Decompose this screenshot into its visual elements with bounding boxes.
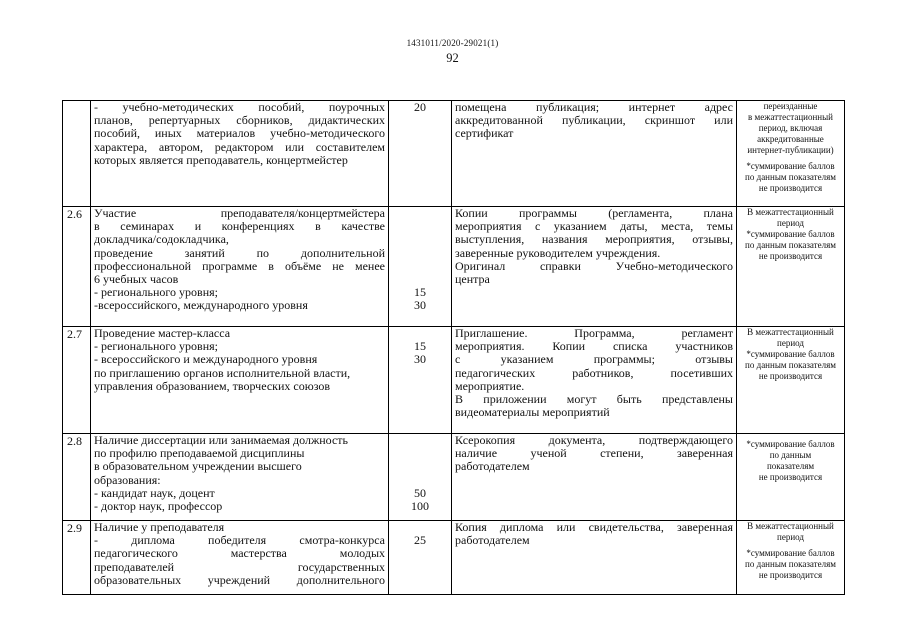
- description-line: планов, репертуарных сборников, дидактических: [94, 113, 385, 128]
- note-line: *суммирование баллов: [746, 439, 835, 449]
- note-line: не производится: [758, 570, 823, 580]
- note-line: В межаттестационный: [747, 327, 834, 337]
- description-line: Наличие диссертации или занимаемая должность: [94, 433, 349, 447]
- documents-line: наличие ученой степени, заверенная: [455, 446, 733, 461]
- note-line: период, включая: [758, 123, 823, 133]
- documents-line: работодателем: [455, 533, 530, 548]
- confirming-documents: [452, 101, 737, 207]
- page-number: 92: [446, 51, 459, 65]
- documents-line: сертификат: [455, 126, 514, 141]
- documents-line: Приглашение. Программа, регламент: [455, 326, 733, 340]
- description-line: по приглашению органов исполнительной власти,: [94, 365, 351, 380]
- confirming-documents: [452, 327, 737, 434]
- score-spacer: [392, 233, 448, 246]
- item-number: 2.8: [63, 434, 91, 521]
- note-line: *суммирование баллов: [746, 161, 835, 171]
- score-spacer: [392, 207, 448, 220]
- documents-line: мероприятия с указанием даты, места, темы: [455, 219, 733, 234]
- table-row: [63, 327, 845, 434]
- note-cell: [737, 101, 845, 207]
- description-line: проведение занятий по дополнительной: [94, 245, 385, 260]
- score-spacer: [392, 434, 448, 447]
- note-line: период: [777, 532, 804, 542]
- description-line: - кандидат наук, доцент: [94, 485, 215, 500]
- item-number: [63, 101, 91, 207]
- document-number: 1431011/2020-29021(1): [406, 38, 499, 48]
- description-line: в образовательном учреждении высшего: [94, 459, 302, 474]
- score-spacer: [392, 460, 448, 473]
- confirming-documents: [452, 434, 737, 521]
- description-line: профессиональной программе в объёме не менее: [94, 258, 385, 273]
- description-line: которых является преподаватель, концертмейстер: [94, 152, 348, 167]
- note-line: период: [777, 218, 804, 228]
- documents-line: педагогических работников, посетивших: [455, 365, 733, 380]
- note-line: *суммирование баллов: [746, 229, 835, 239]
- score-cell: [389, 101, 452, 207]
- note-cell: [737, 207, 845, 327]
- note-line: по данным показателям: [745, 360, 836, 370]
- score-cell: [389, 207, 452, 327]
- description-line: характера, автором, редактором или составителем: [94, 139, 385, 154]
- documents-line: Оригинал справки Учебно-методического: [455, 258, 733, 273]
- note-line: по данным: [769, 450, 812, 460]
- note-line: по данным показателям: [745, 172, 836, 182]
- criterion-description: [91, 327, 389, 434]
- description-line: 6 учебных часов: [94, 272, 179, 287]
- documents-line: Ксерокопия документа, подтверждающего: [455, 433, 733, 447]
- description-line: - регионального уровня;: [94, 285, 218, 300]
- description-line: -всероссийского, международного уровня: [94, 298, 308, 313]
- documents-line: Копии программы (регламента, плана: [455, 206, 733, 220]
- description-line: в семинарах и конференциях в качестве: [94, 219, 385, 234]
- criterion-description: [91, 101, 389, 207]
- description-line: образовательных учреждений дополнительного: [94, 572, 385, 587]
- documents-line: Копия диплома или свидетельства, заверенная: [455, 520, 733, 534]
- score-cell: [389, 521, 452, 595]
- score-value: 30: [414, 352, 426, 367]
- confirming-documents: [452, 207, 737, 327]
- note-line: переизданные: [763, 101, 818, 111]
- note-line: интернет-публикации): [747, 145, 834, 155]
- note-line: *суммирование баллов: [746, 548, 835, 558]
- description-line: - учебно-методических пособий, поурочных: [94, 100, 385, 114]
- score-spacer: [392, 220, 448, 233]
- documents-line: с указанием программы; отзывы: [455, 352, 733, 367]
- documents-line: мероприятия. Копии списка участников: [455, 339, 733, 354]
- item-number: 2.7: [63, 327, 91, 434]
- score-value: 15: [414, 285, 426, 300]
- note-line: не производится: [758, 251, 823, 261]
- description-line: управления образованием, творческих союзов: [94, 378, 331, 393]
- item-number: 2.6: [63, 207, 91, 327]
- item-number: 2.9: [63, 521, 91, 595]
- description-line: образования:: [94, 472, 161, 487]
- score-cell: [389, 434, 452, 521]
- note-line: не производится: [758, 371, 823, 381]
- table-row: [63, 434, 845, 521]
- description-line: - регионального уровня;: [94, 339, 218, 354]
- description-line: преподавателей государственных: [94, 559, 385, 574]
- note-line: по данным показателям: [745, 559, 836, 569]
- score-value: 100: [411, 498, 429, 513]
- note-line: *суммирование баллов: [746, 349, 835, 359]
- note-line: период: [777, 338, 804, 348]
- criterion-description: [91, 207, 389, 327]
- documents-line: выступления, названия мероприятия, отзывы,: [455, 232, 733, 247]
- criterion-description: [91, 521, 389, 595]
- note-line: В межаттестационный: [747, 521, 834, 531]
- score-spacer: [392, 260, 448, 273]
- score-cell: [389, 327, 452, 434]
- note-line: аккредитованные: [757, 134, 824, 144]
- description-line: - диплома победителя смотра-конкурса: [94, 533, 385, 548]
- description-line: - всероссийского и международного уровня: [94, 352, 318, 367]
- description-line: Наличие у преподавателя: [94, 520, 225, 534]
- documents-line: мероприятие.: [455, 378, 525, 393]
- documents-line: В приложении могут быть представлены: [455, 392, 733, 407]
- note-line: не производится: [758, 472, 823, 482]
- note-line: показателям: [766, 461, 815, 471]
- description-line: по профилю преподаваемой дисциплины: [94, 446, 305, 461]
- confirming-documents: [452, 521, 737, 595]
- description-line: Проведение мастер-класса: [94, 326, 231, 340]
- table-row: [63, 101, 845, 207]
- documents-line: помещена публикация; интернет адрес: [455, 100, 733, 114]
- note-cell: [737, 434, 845, 521]
- description-line: педагогического мастерства молодых: [94, 546, 385, 561]
- note-line: в межаттестационный: [748, 112, 833, 122]
- table-row: [63, 521, 845, 595]
- documents-line: видеоматериалы мероприятий: [455, 405, 610, 420]
- score-value: 15: [414, 339, 426, 354]
- documents-line: заверенные руководителем учреждения.: [455, 245, 661, 260]
- note-line: по данным показателям: [745, 240, 836, 250]
- description-line: докладчика/содокладчика,: [94, 232, 229, 247]
- criterion-description: [91, 434, 389, 521]
- score-value: 50: [414, 485, 426, 500]
- score-value: 20: [414, 100, 426, 114]
- documents-line: аккредитованной публикации, скриншот или: [455, 113, 733, 128]
- description-line: - доктор наук, профессор: [94, 499, 223, 514]
- note-cell: [737, 521, 845, 595]
- description-line: пособий, иных материалов учебно-методического: [94, 126, 385, 141]
- criteria-table: [62, 100, 845, 595]
- score-spacer: [392, 447, 448, 460]
- documents-line: работодателем: [455, 459, 530, 474]
- documents-line: центра: [455, 272, 490, 287]
- note-line: не производится: [758, 183, 823, 193]
- note-line: В межаттестационный: [747, 207, 834, 217]
- score-spacer: [392, 247, 448, 260]
- score-spacer: [392, 474, 448, 487]
- score-value: 25: [414, 533, 426, 548]
- note-cell: [737, 327, 845, 434]
- score-value: 30: [414, 298, 426, 313]
- description-line: Участие преподавателя/концертмейстера: [94, 206, 385, 220]
- table-row: [63, 207, 845, 327]
